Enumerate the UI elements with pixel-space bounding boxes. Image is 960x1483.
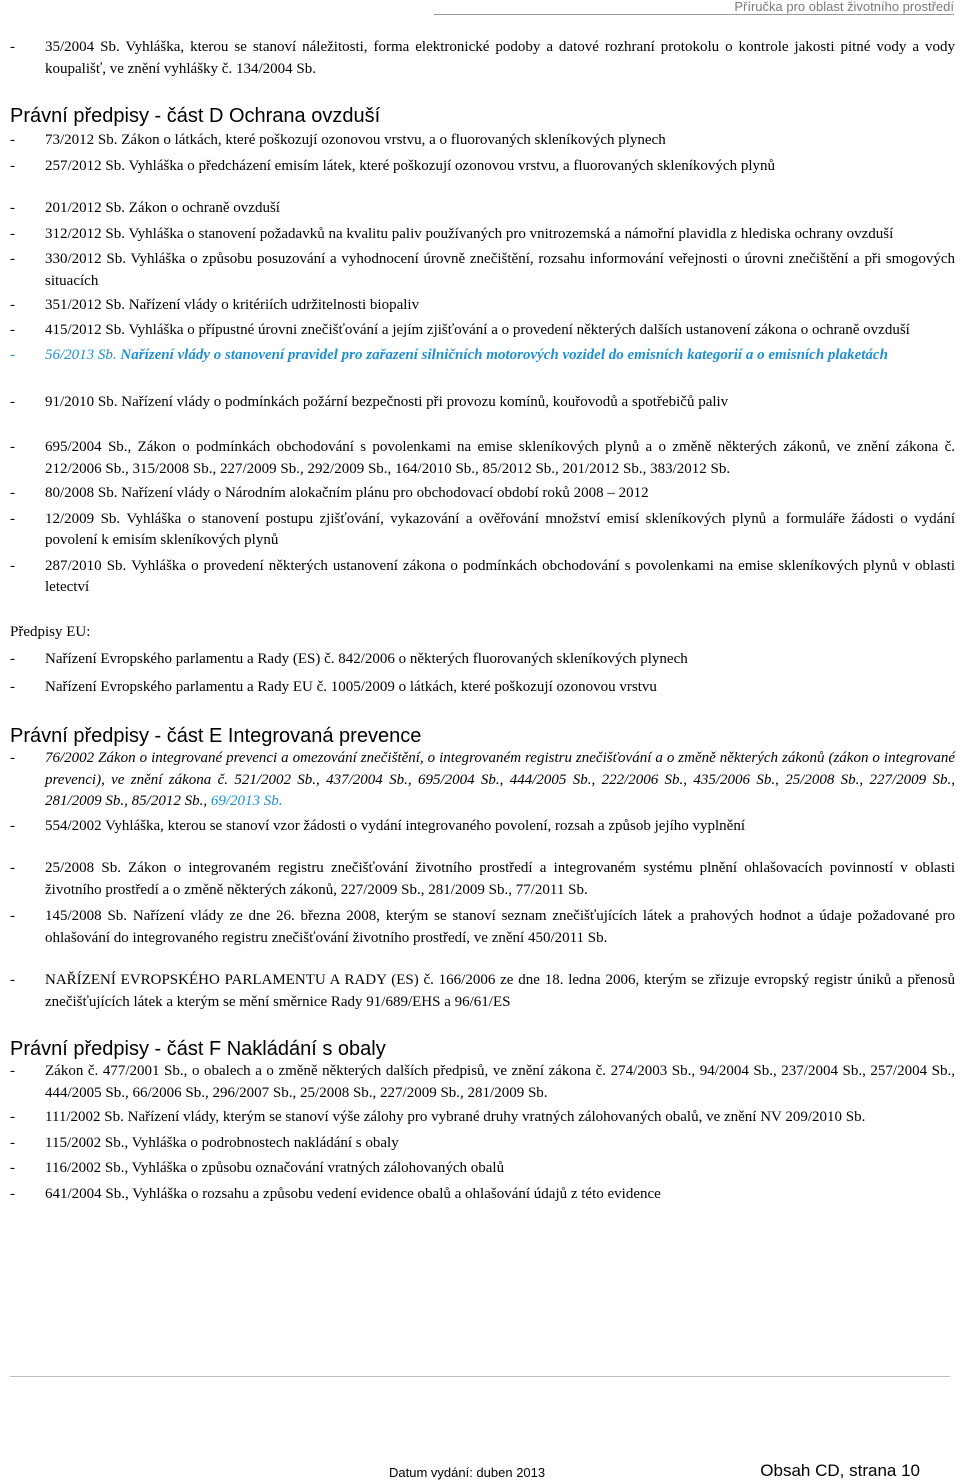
- list-item-highlighted: - 56/2013 Sb. Nařízení vlády o stanovení pravidel pro zařazení silničních motorových vozidel do emisních kategorií a o emisních plaketách: [10, 347, 888, 363]
- running-header: Příručka pro oblast životního prostředí: [434, 0, 954, 15]
- list-item: - 695/2004 Sb., Zákon o podmínkách obchodování s povolenkami na emise skleníkových plynů a o změně některých zákonů, ve znění zákona č. 212/2006 Sb., 315/2008 Sb., 227/2009 Sb., 292/2009 Sb., 164/2010 Sb., 85/2012 Sb., 201/2012 Sb., 383/2012 Sb.: [10, 439, 955, 477]
- item-title: Nařízení vlády o stanovení pravidel pro zařazení silničních motorových vozidel do emisních kategorií a o emisních plaketách: [120, 347, 888, 363]
- item-number: 56/2013 Sb.: [45, 347, 117, 363]
- list-item: - 287/2010 Sb. Vyhláška o provedení některých ustanovení zákona o podmínkách obchodování s povolenkami na emise skleníkových plynů v oblasti letectví: [10, 557, 955, 595]
- list-item: - 76/2002 Zákon o integrované prevenci a omezování znečištění, o integrovaném registru znečišťování a o změně některých zákonů (zákon o integrované prevenci), ve znění zákona č. 521/2002 Sb., 437/2004 Sb., 695/2004 Sb., 444/2005 Sb., 222/2006 Sb., 435/2006 Sb., 25/2008 Sb., 227/2009 Sb., 281/2009 Sb., 85/2012 Sb., 69/2013 Sb.: [10, 750, 955, 809]
- list-item: - 115/2002 Sb., Vyhláška o podrobnostech nakládání s obaly: [10, 1134, 399, 1151]
- list-item: - 91/2010 Sb. Nařízení vlády o podmínkách požární bezpečnosti při provozu komínů, kouřovodů a spotřebičů paliv: [10, 393, 729, 410]
- list-item: - 145/2008 Sb. Nařízení vlády ze dne 26. března 2008, kterým se stanoví seznam znečišťujících látek a prahových hodnot a údaje požadované pro ohlašování do integrovaného registru znečišťování životního prostředí, ve znění 450/2011 Sb.: [10, 908, 955, 946]
- list-item: - Zákon č. 477/2001 Sb., o obalech a o změně některých dalších předpisů, ve znění zákona č. 274/2003 Sb., 94/2004 Sb., 237/2004 Sb., 257/2004 Sb., 444/2005 Sb., 66/2006 Sb., 296/2007 Sb., 25/2008 Sb., 227/2009 Sb., 281/2009 Sb.: [10, 1063, 955, 1101]
- list-item: - Nařízení Evropského parlamentu a Rady EU č. 1005/2009 o látkách, které poškozují ozonovou vrstvu: [10, 678, 657, 695]
- list-item: - 312/2012 Sb. Vyhláška o stanovení požadavků na kvalitu paliv používaných pro vnitrozemská a námořní plavidla z hlediska ochrany ovzduší: [10, 225, 894, 242]
- footer-page-number: Obsah CD, strana 10: [760, 1461, 920, 1480]
- list-item: - 351/2012 Sb. Nařízení vlády o kritériích udržitelnosti biopaliv: [10, 297, 420, 313]
- list-item: - 12/2009 Sb. Vyhláška o stanovení postupu zjišťování, vykazování a ověřování množství emisí skleníkových plynů a formuláře žádosti o vydání povolení k emisím skleníkových plynů: [10, 510, 955, 548]
- footer-date: Datum vydání: duben 2013: [389, 1465, 546, 1480]
- section-f-heading: Právní předpisy - část F Nakládání s obaly: [10, 1038, 386, 1060]
- law-link[interactable]: 69/2013 Sb.: [210, 793, 283, 809]
- list-item: - 111/2002 Sb. Nařízení vlády, kterým se stanoví výše zálohy pro vybrané druhy vratných zálohovaných obalů, ve znění NV 209/2010 Sb.: [10, 1109, 866, 1125]
- section-e-heading: Právní předpisy - část E Integrovaná prevence: [10, 725, 422, 747]
- list-item-text: 35/2004 Sb. Vyhláška, kterou se stanoví náležitosti, forma elektronické podoby a datové rozhraní protokolu o kontrole jakosti pitné vody a vody koupališť, ve znění vyhlášky č. 134/2004 Sb.: [45, 39, 955, 77]
- list-item: - 25/2008 Sb. Zákon o integrovaném registru znečišťování životního prostředí a integrovaném systému plnění ohlašovacích povinností v oblasti životního prostředí a o změně některých zákonů, 227/2009 Sb., 281/2009 Sb., 77/2011 Sb.: [10, 860, 955, 898]
- list-item: - 116/2002 Sb., Vyhláška o způsobu označování vratných zálohovaných obalů: [10, 1160, 505, 1176]
- section-d-heading: Právní předpisy - část D Ochrana ovzduší: [10, 105, 381, 127]
- footer-divider: [10, 1376, 950, 1377]
- list-item: - 73/2012 Sb. Zákon o látkách, které poškozují ozonovou vrstvu, a o fluorovaných skleníkových plynech: [10, 132, 666, 148]
- list-item: - 257/2012 Sb. Vyhláška o předcházení emisím látek, které poškozují ozonovou vrstvu, a fluorovaných skleníkových plynů: [10, 157, 775, 174]
- list-item: - NAŘÍZENÍ EVROPSKÉHO PARLAMENTU A RADY (ES) č. 166/2006 ze dne 18. ledna 2006, kterým se zřizuje evropský registr úniků a přenosů znečišťujících látek a kterým se mění směrnice Rady 91/689/EHS a 96/61/ES: [10, 972, 955, 1010]
- list-item: - 641/2004 Sb., Vyhláška o rozsahu a způsobu vedení evidence obalů a ohlašování údajů z této evidence: [10, 1185, 661, 1202]
- list-item: - 554/2002 Vyhláška, kterou se stanoví vzor žádosti o vydání integrovaného povolení, rozsah a způsob jejího vyplnění: [10, 817, 745, 834]
- document-body: [10, 37, 955, 1205]
- list-dash: -: [10, 39, 15, 55]
- list-item: - 201/2012 Sb. Zákon o ochraně ovzduší: [10, 200, 280, 216]
- list-item: - Nařízení Evropského parlamentu a Rady (ES) č. 842/2006 o některých fluorovaných skleníkových plynech: [10, 651, 688, 667]
- list-item: [10, 37, 955, 80]
- list-item: - 330/2012 Sb. Vyhláška o způsobu posuzování a vyhodnocení úrovně znečištění, rozsahu informování veřejnosti o úrovni znečištění a při smogových situacích: [10, 251, 955, 289]
- list-item: - 80/2008 Sb. Nařízení vlády o Národním alokačním plánu pro obchodovací období roků 2008 – 2012: [10, 485, 649, 501]
- list-item: - 415/2012 Sb. Vyhláška o přípustné úrovni znečišťování a jejím zjišťování a o provedení některých dalších ustanovení zákona o ochraně ovzduší: [10, 321, 910, 338]
- eu-label: Předpisy EU:: [10, 623, 91, 640]
